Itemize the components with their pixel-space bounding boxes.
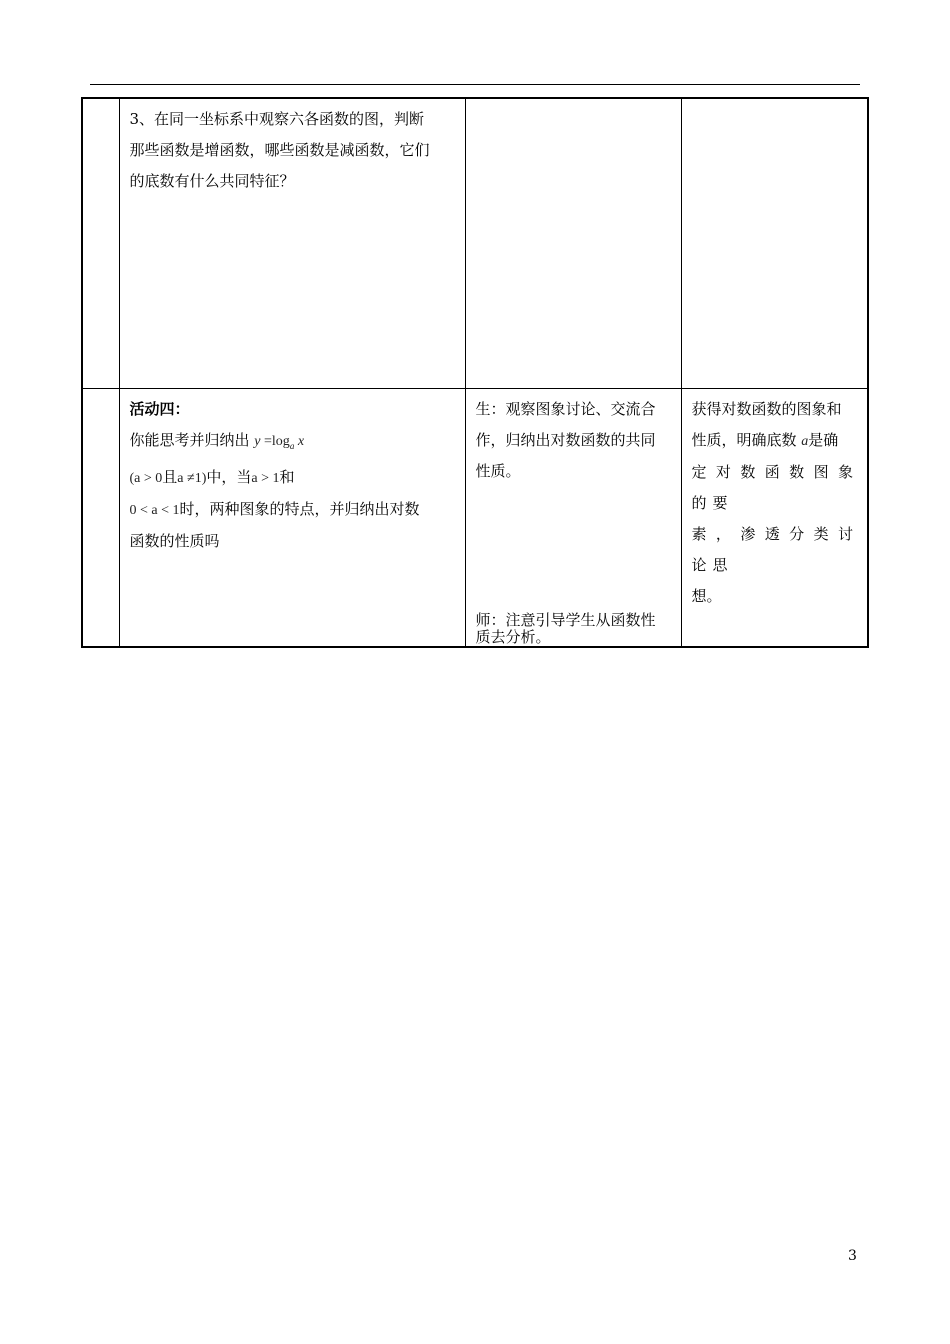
activity-heading: 活动四： — [129, 400, 190, 418]
log-formula: $y =\log_a$ x — [254, 434, 305, 451]
purpose-line: 素，渗透分类讨论思 — [691, 525, 859, 574]
content-cell — [119, 98, 465, 389]
stage-cell — [82, 389, 119, 648]
content-line: 3、在同一坐标系中观察六各函数的图，判断 — [129, 110, 425, 128]
content-line: 那些函数是增函数，哪些函数是减函数，它们 — [129, 141, 430, 159]
teacher-note: 师：注意引导学生从函数性 质去分析。 — [475, 611, 656, 646]
stage-cell — [82, 98, 119, 389]
condition-formula: (a > 0 — [129, 470, 163, 486]
page-number: 3 — [848, 1248, 857, 1264]
table-row — [82, 389, 868, 648]
purpose-line: 性质，明确底数 a是确 — [691, 431, 839, 449]
table-row — [82, 98, 868, 389]
student-line: 生：观察图象讨论、交流合 — [475, 400, 656, 418]
design-purpose-cell — [681, 389, 868, 648]
condition-formula: a > 1 — [251, 470, 280, 486]
student-activity-cell — [465, 98, 681, 389]
content-line: (a > 0且a ≠1)中，当a > 1和 — [129, 467, 295, 486]
content-line: 0 < a < 1时，两种图象的特点，并归纳出对数 — [129, 499, 420, 518]
lesson-plan-table — [81, 97, 869, 648]
student-line: 作，归纳出对数函数的共同 — [475, 431, 656, 449]
content-cell — [119, 389, 465, 648]
content-line: 的底数有什么共同特征？ — [129, 172, 295, 190]
purpose-line: 定对数函数图象的要 — [691, 463, 859, 512]
content-line: 函数的性质吗 — [129, 531, 220, 550]
condition-formula: a ≠1) — [177, 470, 207, 486]
student-activity-cell — [465, 389, 681, 648]
purpose-line: 想。 — [691, 587, 722, 605]
header-rule — [90, 84, 860, 85]
condition-formula: 0 < a < 1 — [129, 502, 180, 518]
content-line: 你能思考并归纳出 $y =\log_a$ x — [129, 431, 305, 451]
purpose-line: 获得对数函数的图象和 — [691, 400, 842, 418]
student-line: 性质。 — [475, 462, 521, 480]
design-purpose-cell — [681, 98, 868, 389]
